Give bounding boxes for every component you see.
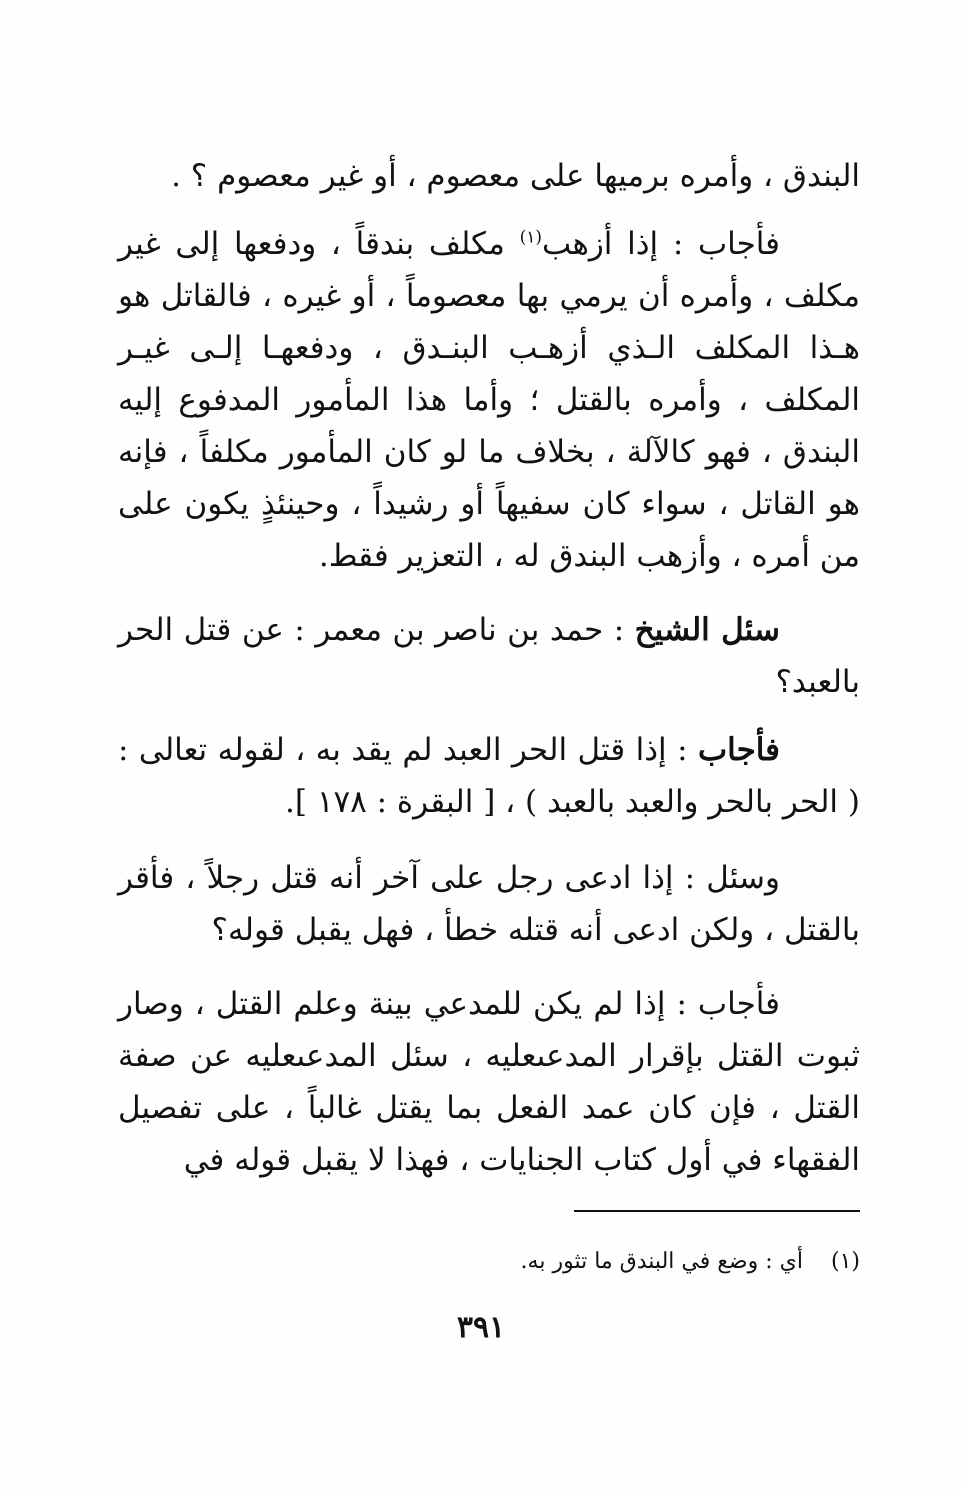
- paragraph-6: فأجاب : إذا لم يكن للمدعي بينة وعلم القتل ، وصار ثبوت القتل بإقرار المدعىعليه ، سئل المدعىعليه عن صفة القتل ، فإن كان عمد الفعل بما يقتل غالباً ، على تفصيل الفقهاء في أول كتاب الجنايات ، فهذا لا يقبل قوله في: [118, 986, 860, 1178]
- footnote-reference: (١): [519, 227, 543, 248]
- answer-lead: فأجاب: [697, 732, 780, 768]
- paragraph-2: [118, 218, 860, 582]
- footnote-separator: [574, 1210, 860, 1212]
- footnote-text: أي : وضع في البندق ما تثور به.: [520, 1249, 803, 1274]
- paragraph-1: البندق ، وأمره برميها على معصوم ، أو غير معصوم ؟ .: [171, 158, 860, 194]
- paragraph-2-opening: فأجاب : إذا أزهب: [542, 226, 781, 262]
- footnote: [330, 1244, 860, 1280]
- paragraph-5-container: [118, 852, 860, 956]
- question-lead-sheikh: سئل الشيخ: [634, 612, 780, 648]
- paragraph-1-container: [118, 150, 860, 202]
- paragraph-4: [118, 724, 860, 828]
- paragraph-4-body: : إذا قتل الحر العبد لم يقد به ، لقوله تعالى : ( الحر بالحر والعبد بالعبد ) ، [ البقرة : ١٧٨ ].: [118, 732, 860, 820]
- paragraph-3-body: : حمد بن ناصر بن معمر : عن قتل الحر بالعبد؟: [118, 612, 860, 700]
- paragraph-3: [118, 604, 860, 708]
- paragraph-2-container: [118, 218, 860, 582]
- paragraph-6-container: [118, 978, 860, 1186]
- paragraph-2-body: مكلف بندقاً ، ودفعها إلى غير مكلف ، وأمره أن يرمي بها معصوماً ، أو غيره ، فالقاتل هو هـذا المكلف الـذي أزهـب البنـدق ، ودفعهـا إلـى غيـر المكلف ، وأمره بالقتل ؛ وأما هذا المأمور المدفوع إليه البندق ، فهو كالآلة ، بخلاف ما لو كان المأمور مكلفاً ، فإنه هو القاتل ، سواء كان سفيهاً أو رشيداً ، وحينئذٍ يكون على من أمره ، وأزهب البندق له ، التعزير فقط.: [118, 226, 860, 574]
- paragraph-4-container: [118, 724, 860, 828]
- paragraph-3-container: [118, 604, 860, 708]
- page-number: ٣٩١: [456, 1310, 506, 1345]
- footnote-marker: (١): [830, 1249, 860, 1274]
- paragraph-5: وسئل : إذا ادعى رجل على آخر أنه قتل رجلاً ، فأقر بالقتل ، ولكن ادعى أنه قتله خطأ ، فهل يقبل قوله؟: [118, 860, 860, 948]
